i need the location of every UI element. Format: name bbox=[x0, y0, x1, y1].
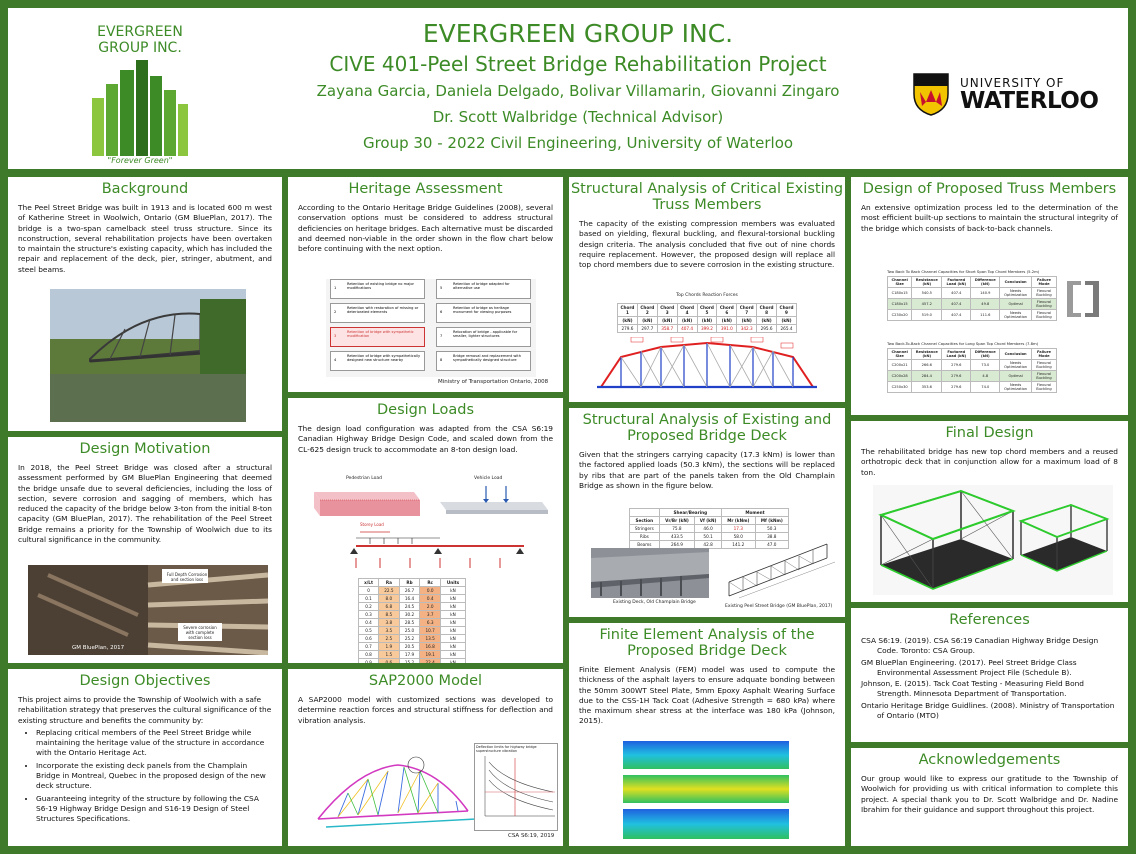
loads-panel bbox=[288, 398, 563, 663]
table-cell: Conclusion bbox=[1000, 349, 1032, 360]
table-cell: 284.4 bbox=[912, 371, 942, 382]
load-diagrams bbox=[310, 484, 550, 520]
table2-title: Two Back-To-Back Channel Capacities for Long Span Top Chord Members (7.8m) bbox=[887, 341, 1039, 346]
proposed-truss-text: An extensive optimization process led to the determination of the most efficient built-up sections to maintain the structural integrity of the bridge which consists of back-to-back channels. bbox=[861, 203, 1118, 233]
table-cell: 0.5 bbox=[359, 627, 379, 635]
table-cell: Flexural Buckling bbox=[1031, 288, 1056, 299]
truss-analysis-title: Structural Analysis of Critical Existing Truss Members bbox=[570, 181, 844, 213]
table-cell: 279.6 bbox=[618, 325, 638, 333]
flow-step-6: 6 Retention of bridge as heritage monument for viewing purposes bbox=[436, 303, 531, 323]
table-cell: Chord 8 bbox=[757, 304, 777, 317]
table-cell: 0.0 bbox=[420, 587, 441, 595]
table-cell: kN bbox=[441, 595, 466, 603]
table-row bbox=[359, 619, 466, 627]
deck-analysis-panel bbox=[569, 408, 845, 617]
company-title: EVERGREEN GROUP INC. bbox=[422, 19, 734, 48]
table-cell: 8.5 bbox=[379, 611, 400, 619]
table-cell: 25.0 bbox=[399, 627, 420, 635]
deck-analysis-text: Given that the stringers carrying capacity (17.3 kNm) is lower than the factored applied loads (50.3 kNm), the sections will be replaced by ribs that are part of the panels taken from the Old Champlain Bridge as shown in the figure below. bbox=[579, 450, 835, 490]
table-cell: 1.9 bbox=[379, 643, 400, 651]
table-cell: 17.3 bbox=[721, 525, 755, 533]
reactions-table bbox=[358, 578, 466, 663]
table-cell: Chord 9 bbox=[777, 304, 797, 317]
table-cell: 25.2 bbox=[399, 635, 420, 643]
table-cell: Flexural Buckling bbox=[1031, 299, 1056, 310]
table-cell: 0.7 bbox=[359, 643, 379, 651]
flow-step-7: 7 Relocation of bridge - applicable for smaller, lighter structures bbox=[436, 327, 531, 347]
table-row bbox=[359, 611, 466, 619]
loads-text: The design load configuration was adapted from the CSA S6:19 Canadian Highway Bridge Design Code, and scaled down from the CL-625 design truck to accommodate an 8-ton design load. bbox=[298, 424, 553, 454]
table-cell: Chord 4 bbox=[677, 304, 697, 317]
reference-item: Ontario Heritage Bridge Guidlines. (2008). Ministry of Transportation of Ontario (MTO) bbox=[861, 700, 1115, 721]
table-header-row: x/Lt Ra Rb Rc Units bbox=[359, 579, 466, 587]
pedestrian-label: Pedestrian Load bbox=[346, 476, 382, 481]
table-cell: 6.3 bbox=[420, 619, 441, 627]
table-cell: Resistance (kN) bbox=[912, 349, 942, 360]
corrosion-photo bbox=[28, 565, 268, 655]
table-cell: 358.7 bbox=[657, 325, 677, 333]
objective-item: • Incorporate the existing deck panels from the Champlain Bridge in Montreal, Quebec in the proposed design of the new deck structure. bbox=[36, 761, 272, 792]
peel-bridge-drawing bbox=[719, 538, 837, 602]
stringer-label: Severe corrosion with complete section loss bbox=[183, 625, 217, 640]
table-cell: 0.6 bbox=[359, 635, 379, 643]
table-cell: 297.7 bbox=[637, 325, 657, 333]
heritage-caption: Ministry of Transportation Ontario, 2008 bbox=[438, 379, 549, 385]
table-cell: 0.3 bbox=[359, 611, 379, 619]
table-cell: 111.6 bbox=[971, 310, 1000, 321]
project-title: CIVE 401-Peel Street Bridge Rehabilitation Project bbox=[329, 52, 827, 76]
table-cell: (kN) bbox=[657, 317, 677, 325]
table-cell: 10.7 bbox=[420, 627, 441, 635]
table-cell: 457.2 bbox=[912, 299, 942, 310]
flow-step-1: 1 Retention of existing bridge no major modifications bbox=[330, 279, 425, 299]
deck-table-header: Section Vr/Br (kN) Vf (kN) Mr (kNm) Mf (kNm) bbox=[630, 517, 789, 525]
objectives-body bbox=[8, 689, 282, 825]
table-cell: 74.0 bbox=[971, 382, 1000, 393]
flow-step-5: 5 Retention of bridge adapted for alternative use bbox=[436, 279, 531, 299]
table-cell: C180x15 bbox=[888, 299, 912, 310]
table-row bbox=[359, 627, 466, 635]
truss-elevation bbox=[591, 337, 823, 397]
table-cell: 279.6 bbox=[942, 371, 971, 382]
sap-panel bbox=[288, 669, 563, 846]
flow-right-column bbox=[436, 279, 531, 371]
table-cell: kN bbox=[441, 603, 466, 611]
table-cell: Resistance (kN) bbox=[912, 277, 942, 288]
table-cell: 342.3 bbox=[737, 325, 757, 333]
table-cell: C200x21 bbox=[888, 360, 912, 371]
table-cell: (kN) bbox=[637, 317, 657, 325]
table-cell: (kN) bbox=[777, 317, 797, 325]
table-cell: Needs Optimization bbox=[1000, 310, 1032, 321]
sap-text: A SAP2000 model with customized sections was developed to determine reaction forces and structural stiffness for deflection and vibration analysis. bbox=[298, 695, 553, 725]
uw-line-1: UNIVERSITY OF bbox=[960, 76, 1065, 90]
proposed-truss-panel bbox=[851, 177, 1128, 415]
table-cell: 399.2 bbox=[697, 325, 717, 333]
logo-tagline: "Forever Green" bbox=[107, 156, 173, 165]
table-cell: kN bbox=[441, 659, 466, 664]
deck-caption-left: Existing Deck, Old Champlain Bridge bbox=[613, 600, 696, 605]
fea-title: Finite Element Analysis of the Proposed Bridge Deck bbox=[599, 627, 815, 659]
beam-diagram bbox=[350, 528, 530, 572]
table-cell: 75.8 bbox=[659, 525, 695, 533]
uw-line-2: WATERLOO bbox=[960, 88, 1099, 114]
table-cell: Chord 5 bbox=[697, 304, 717, 317]
objectives-list bbox=[18, 728, 272, 825]
fea-contour-plots bbox=[623, 741, 789, 841]
table-row bbox=[888, 382, 1057, 393]
heritage-title: Heritage Assessment bbox=[348, 181, 503, 197]
chords-table bbox=[617, 303, 797, 333]
table-cell: Chord 3 bbox=[657, 304, 677, 317]
references-list bbox=[851, 628, 1128, 721]
table-cell: kN bbox=[441, 627, 466, 635]
proposed-truss-title: Design of Proposed Truss Members bbox=[862, 181, 1117, 197]
bridge-photo bbox=[50, 289, 246, 422]
champlain-deck-photo bbox=[591, 548, 709, 598]
table-cell: Needs Optimization bbox=[1000, 288, 1032, 299]
table-cell: 24.5 bbox=[399, 603, 420, 611]
table-cell: 433.5 bbox=[659, 533, 695, 541]
objectives-intro: This project aims to provide the Township of Woolwich with a safe rehabilitation strategy that preserves the cultural significance of the existing structure and benefits the community by: bbox=[18, 695, 272, 725]
table-cell: 0.9 bbox=[359, 659, 379, 664]
table-cell: Flexural Buckling bbox=[1031, 382, 1056, 393]
table-cell: Factored Load (kN) bbox=[942, 349, 971, 360]
table-cell: 2.0 bbox=[420, 603, 441, 611]
table-cell: 47.0 bbox=[755, 541, 788, 549]
table-cell: 8.0 bbox=[379, 595, 400, 603]
deflection-curves bbox=[475, 752, 559, 826]
table-cell: (kN) bbox=[757, 317, 777, 325]
table-cell: Chord 1 bbox=[618, 304, 638, 317]
table-cell: C250x30 bbox=[888, 382, 912, 393]
table-cell: (kN) bbox=[717, 317, 737, 325]
table-cell: 264.9 bbox=[659, 541, 695, 549]
table-row bbox=[359, 651, 466, 659]
references-panel bbox=[851, 608, 1128, 742]
heritage-panel bbox=[288, 177, 563, 392]
table-row bbox=[630, 525, 789, 533]
acknowledgements-text: Our group would like to express our gratitude to the Township of Woolwich for providing us with critical information to complete this project. A special thank you to Dr. Scott Walbridge and Dr. Nadine Ibrahim for their guidance and support throughout this project. bbox=[861, 774, 1118, 814]
city-skyline-icon bbox=[80, 56, 200, 156]
table-cell: 22.4 bbox=[420, 659, 441, 664]
table-row bbox=[359, 659, 466, 664]
table-cell: (kN) bbox=[618, 317, 638, 325]
table-cell: 1.5 bbox=[379, 651, 400, 659]
table-cell: (kN) bbox=[697, 317, 717, 325]
table-cell: 6.8 bbox=[379, 603, 400, 611]
sap-caption: CSA S6:19, 2019 bbox=[508, 833, 555, 839]
table-cell: C200x28 bbox=[888, 371, 912, 382]
deflection-chart-title: Deflection limits for highway bridge superstructure vibration bbox=[476, 745, 537, 753]
table-cell: 407.4 bbox=[942, 299, 971, 310]
waterloo-logo bbox=[912, 72, 1112, 122]
truss-analysis-text: The capacity of the existing compression members was evaluated based on yielding, flexural buckling, and flexural-torsional buckling design criteria. The analysis concluded that five out of nine chords require replacement. However, the proposed design will replace all top chord members due to severe corrosion in the existing structure. bbox=[579, 219, 835, 270]
table-cell: 407.4 bbox=[677, 325, 697, 333]
table-cell: Chord 2 bbox=[637, 304, 657, 317]
table-cell: Chord 6 bbox=[717, 304, 737, 317]
table-cell: kN bbox=[441, 635, 466, 643]
flow-step-8: 8 Bridge removal and replacement with sympathetically designed structure bbox=[436, 351, 531, 371]
acknowledgements-panel bbox=[851, 748, 1128, 846]
objective-item: • Replacing critical members of the Peel Street Bridge while maintaining the heritage value of the structure in accordance with the Ontario Heritage Act. bbox=[36, 728, 272, 759]
poster-header bbox=[8, 8, 1128, 169]
heritage-text: According to the Ontario Heritage Bridge Guidelines (2008), several conservation options must be considered to address structural deficiencies on heritage bridges. Each alternative must be discarded and deemed non-viable in the order shown in the flow chart below before continuing with the next option. bbox=[298, 203, 553, 254]
table-cell: 295.6 bbox=[757, 325, 777, 333]
table-cell: 49.8 bbox=[971, 299, 1000, 310]
table-row bbox=[359, 595, 466, 603]
motivation-panel bbox=[8, 437, 282, 663]
table-cell: Needs Optimization bbox=[1000, 382, 1032, 393]
background-panel bbox=[8, 177, 282, 431]
authors: Zayana Garcia, Daniela Delgado, Bolivar Villamarin, Giovanni Zingaro bbox=[316, 82, 840, 100]
objectives-panel bbox=[8, 669, 282, 846]
table-cell: kN bbox=[441, 619, 466, 627]
table-cell: C180x15 bbox=[888, 288, 912, 299]
table-cell: 140.9 bbox=[971, 288, 1000, 299]
long-span-table bbox=[887, 348, 1057, 393]
table-cell: Failure Mode bbox=[1031, 277, 1056, 288]
shield-icon bbox=[912, 72, 950, 116]
table-cell: Factored Load (kN) bbox=[942, 277, 971, 288]
table-cell: Difference (kN) bbox=[971, 349, 1000, 360]
table-cell: 0 bbox=[359, 587, 379, 595]
acknowledgements-title: Acknowledgements bbox=[918, 752, 1061, 768]
table-cell: 26.7 bbox=[399, 587, 420, 595]
table-cell: kN bbox=[441, 611, 466, 619]
table-cell: 50.1 bbox=[695, 533, 722, 541]
table-row bbox=[888, 371, 1057, 382]
background-text: The Peel Street Bridge was built in 1913 and is located 600 m west of Katherine Street in Woolwich, Ontario (GM BluePlan, 2017). The bridge is a two-span camelback steel truss structure. Since its nconstruction, several rehabilitation projects have been overtaken to maintain the structure's existing capacity, which has included the repair and replacement of the deck, pier, stringer, abutment, and steel beams. bbox=[18, 203, 272, 274]
reference-item: Johnson, E. (2015). Tack Coat Testing - Measuring Field Bond Strength. Minnesota Department of Transportation. bbox=[861, 679, 1084, 699]
motivation-text: In 2018, the Peel Street Bridge was closed after a structural assessment performed by GM BluePlan Engineering that deemed the bridge unsafe due to several deficiencies, including the loss of section, severe corrosion and sagging of members, which has reduced the capacity of the bridge below 3-ton from the initial 8-ton capacity (GM BluePlan, 2017). The rehabilitation of the Peel Street Bridge remains a priority for the Township of Woolwich due to its cultural significance in the community. bbox=[18, 463, 272, 545]
table-cell: 141.2 bbox=[721, 541, 755, 549]
hole-label: Full Depth Corrosion and section loss bbox=[166, 572, 208, 582]
flow-step-4: 4 Retention of bridge with sympathetically designed new structure nearby bbox=[330, 351, 425, 371]
reference-item: GM BluePlan Engineering. (2017). Peel Street Bridge Class Environmental Assessment Project File (Schedule B). bbox=[861, 657, 1077, 677]
table-cell: 279.6 bbox=[942, 382, 971, 393]
background-title: Background bbox=[101, 181, 189, 197]
table-cell: 407.4 bbox=[942, 288, 971, 299]
table-row bbox=[359, 635, 466, 643]
table-cell: 4.8 bbox=[971, 371, 1000, 382]
table-cell: 16.4 bbox=[399, 595, 420, 603]
final-design-panel bbox=[851, 421, 1128, 602]
deck-table-groups: Shear/Bearing Moment bbox=[630, 509, 789, 517]
table-cell: Channel Size bbox=[888, 349, 912, 360]
table-cell: 19.1 bbox=[420, 651, 441, 659]
sap-title: SAP2000 Model bbox=[368, 673, 483, 689]
table-cell: C230x20 bbox=[888, 310, 912, 321]
final-design-render bbox=[873, 485, 1113, 595]
table-row bbox=[888, 299, 1057, 310]
table-cell: Flexural Buckling bbox=[1031, 371, 1056, 382]
group-line: Group 30 - 2022 Civil Engineering, University of Waterloo bbox=[362, 134, 794, 152]
table-cell: kN bbox=[441, 643, 466, 651]
objectives-title: Design Objectives bbox=[79, 673, 211, 689]
table-cell: 3.8 bbox=[379, 619, 400, 627]
table-cell: 0.4 bbox=[420, 595, 441, 603]
table-row bbox=[359, 643, 466, 651]
table-cell: 22.5 bbox=[379, 587, 400, 595]
table-cell: Flexural Buckling bbox=[1031, 360, 1056, 371]
logo-line-1: EVERGREEN bbox=[97, 24, 183, 40]
table-cell: 13.5 bbox=[420, 635, 441, 643]
final-design-title: Final Design bbox=[945, 425, 1034, 441]
objective-item: • Guaranteeing integrity of the structure by following the CSA S6-19 Highway Bridge Design and S16-19 Design of Steel Structures Specifications. bbox=[36, 794, 272, 825]
table-cell: Optimal bbox=[1000, 371, 1032, 382]
table-cell: 38.8 bbox=[755, 533, 788, 541]
storey-label: Storey Load bbox=[360, 522, 384, 527]
table-cell: 50.3 bbox=[755, 525, 788, 533]
table-cell: 279.6 bbox=[942, 360, 971, 371]
table-cell: 265.4 bbox=[777, 325, 797, 333]
deck-analysis-title: Structural Analysis of Existing and Proposed Bridge Deck bbox=[582, 412, 832, 444]
table-cell: 0.6 bbox=[379, 659, 400, 664]
table-cell: Stringers bbox=[630, 525, 660, 533]
table-cell: 540.5 bbox=[912, 288, 942, 299]
table-cell: (kN) bbox=[737, 317, 757, 325]
short-span-table bbox=[887, 276, 1057, 321]
deflection-chart bbox=[474, 743, 558, 831]
evergreen-logo bbox=[80, 16, 200, 166]
references-title: References bbox=[949, 612, 1030, 628]
table-cell: Optimal bbox=[1000, 299, 1032, 310]
table-cell: Beams bbox=[630, 541, 660, 549]
table-cell: 28.5 bbox=[399, 619, 420, 627]
reference-item: CSA S6:19. (2019). CSA S6:19 Canadian Highway Bridge Design Code. Toronto: CSA Group. bbox=[861, 636, 1099, 656]
logo-line-2: GROUP INC. bbox=[98, 40, 182, 56]
table-cell: (kN) bbox=[677, 317, 697, 325]
table-cell: 2.5 bbox=[379, 635, 400, 643]
table-cell: Channel Size bbox=[888, 277, 912, 288]
final-design-text: The rehabilitated bridge has new top chord members and a reused orthotropic deck that in conjunction allow for a maximum load of 8 ton. bbox=[861, 447, 1118, 477]
flow-left-column bbox=[330, 279, 425, 371]
table-row bbox=[888, 288, 1057, 299]
truss-analysis-panel bbox=[569, 177, 845, 402]
table-cell: kN bbox=[441, 587, 466, 595]
table-row bbox=[888, 360, 1057, 371]
table-cell: Difference (kN) bbox=[971, 277, 1000, 288]
table-cell: Flexural Buckling bbox=[1031, 310, 1056, 321]
loads-title: Design Loads bbox=[376, 402, 474, 418]
table-cell: 391.0 bbox=[717, 325, 737, 333]
title-block bbox=[248, 8, 908, 156]
fea-panel bbox=[569, 623, 845, 846]
table-cell: 58.0 bbox=[721, 533, 755, 541]
motivation-title: Design Motivation bbox=[79, 441, 211, 457]
table-cell: Needs Optimization bbox=[1000, 360, 1032, 371]
table-cell: Conclusion bbox=[1000, 277, 1032, 288]
table-cell: 266.6 bbox=[912, 360, 942, 371]
table1-title: Two Back To Back Channel Capacities for Short Span Top Chord Members (5.2m) bbox=[887, 269, 1040, 274]
table-cell: 353.6 bbox=[912, 382, 942, 393]
table-cell: 3.5 bbox=[379, 627, 400, 635]
table-cell: Failure Mode bbox=[1031, 349, 1056, 360]
table-cell: 15.2 bbox=[399, 659, 420, 664]
table-cell: 16.8 bbox=[420, 643, 441, 651]
table-cell: 30.2 bbox=[399, 611, 420, 619]
table-cell: 46.0 bbox=[695, 525, 722, 533]
table-cell: 407.4 bbox=[942, 310, 971, 321]
fea-text: Finite Element Analysis (FEM) model was used to compute the thickness of the asphalt layers to ensure adquate bonding between the 50mm 300WT Steel Plate, 5mm Epoxy Asphalt Wearing Surface due to the CSS-1H Tack Coat (Adhesive Strength = 680 kPa) where the maximum shear stress at the interface was 180 kPa (Johnson, 2015). bbox=[579, 665, 835, 726]
deck-caption-right: Existing Peel Street Bridge (GM BluePlan, 2017) bbox=[725, 604, 833, 609]
flow-step-2: 2 Retention with restoration of missing or deteriorated elements bbox=[330, 303, 425, 323]
table-cell: 0.1 bbox=[359, 595, 379, 603]
advisor: Dr. Scott Walbridge (Technical Advisor) bbox=[432, 108, 724, 126]
motivation-photo-caption: GM BluePlan, 2017 bbox=[72, 645, 125, 651]
table-row bbox=[888, 310, 1057, 321]
table-cell: Ribs bbox=[630, 533, 660, 541]
table-cell: 3.7 bbox=[420, 611, 441, 619]
table-cell: 20.5 bbox=[399, 643, 420, 651]
table-cell: 0.2 bbox=[359, 603, 379, 611]
table-cell: Chord 7 bbox=[737, 304, 757, 317]
flow-step-3: 3 Retention of bridge with sympathetic modification bbox=[330, 327, 425, 347]
vehicle-label: Vehicle Load bbox=[474, 476, 503, 481]
heritage-flowchart bbox=[326, 279, 536, 377]
table-row bbox=[359, 603, 466, 611]
channel-section-image bbox=[1061, 277, 1105, 321]
table-row bbox=[359, 587, 466, 595]
table-cell: 0.8 bbox=[359, 651, 379, 659]
sap-model-image bbox=[308, 749, 478, 831]
chords-table-title: Top Chords Reaction Forces bbox=[676, 293, 738, 298]
table-cell: 42.8 bbox=[695, 541, 722, 549]
table-cell: kN bbox=[441, 651, 466, 659]
table-cell: 73.0 bbox=[971, 360, 1000, 371]
table-cell: 519.0 bbox=[912, 310, 942, 321]
table-cell: 0.4 bbox=[359, 619, 379, 627]
table-cell: 17.9 bbox=[399, 651, 420, 659]
